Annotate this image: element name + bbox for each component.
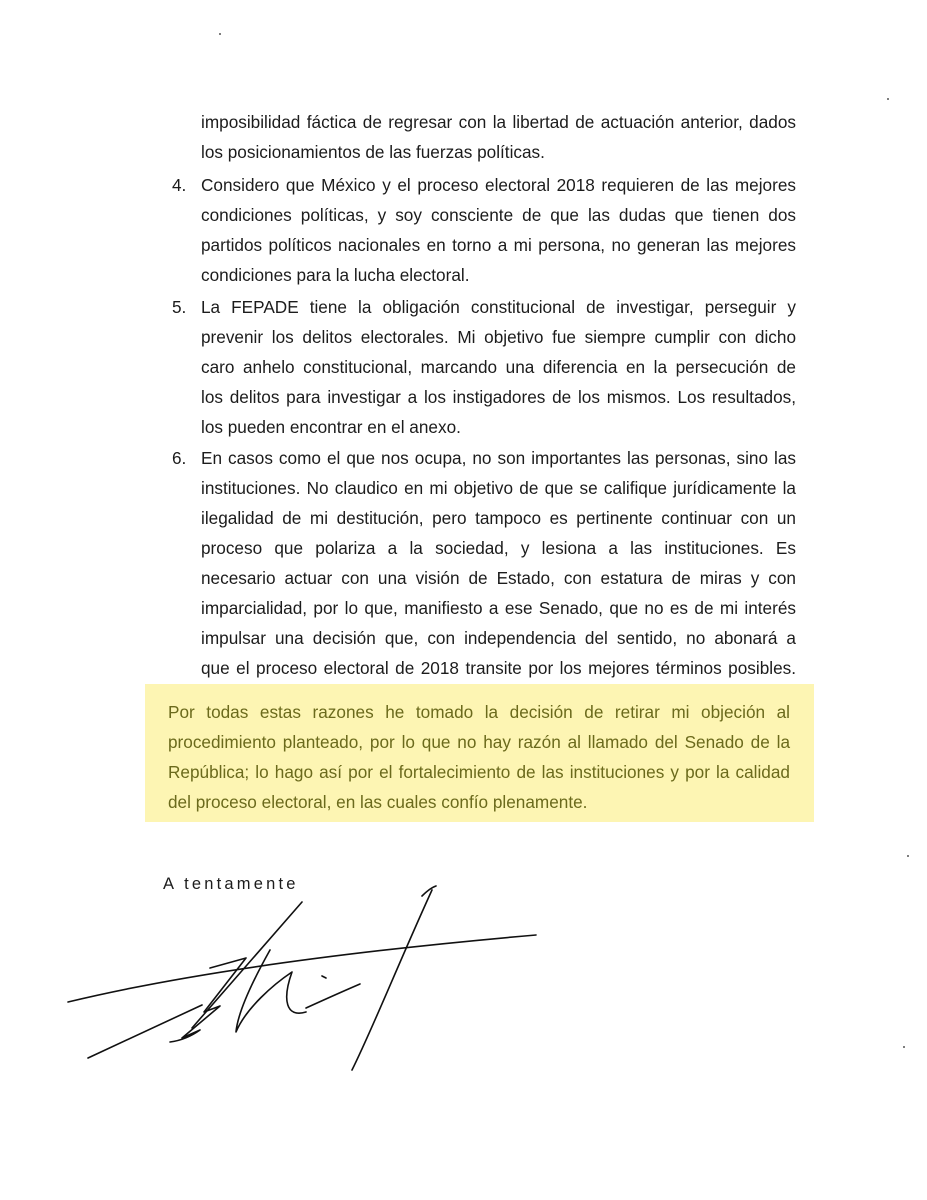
item-6-line-6: imparcialidad, por lo que, manifiesto a ese Senado, que no es de mi interés (201, 598, 796, 618)
item-5-line-2: prevenir los delitos electorales. Mi objetivo fue siempre cumplir con dicho (201, 327, 796, 347)
item-4-line-2: condiciones políticas, y soy consciente de que las dudas que tienen dos (201, 205, 796, 225)
item-5-line-1: La FEPADE tiene la obligación constitucional de investigar, perseguir y (201, 297, 796, 317)
scan-speck (903, 1046, 905, 1048)
highlight-line-1: Por todas estas razones he tomado la decisión de retirar mi objeción al (168, 702, 790, 722)
item-5-line-5: los pueden encontrar en el anexo. (201, 417, 461, 437)
closing-salutation: A tentamente (163, 875, 299, 893)
item-6-line-3: ilegalidad de mi destitución, pero tampoco es pertinente continuar con un (201, 508, 796, 528)
item-6-line-8: que el proceso electoral de 2018 transite por los mejores términos posibles. (201, 658, 796, 678)
item-4-line-1: Considero que México y el proceso electoral 2018 requieren de las mejores (201, 175, 796, 195)
item-4-line-3: partidos políticos nacionales en torno a mi persona, no generan las mejores (201, 235, 796, 255)
scan-speck (907, 855, 909, 857)
continuation-line-1: imposibilidad fáctica de regresar con la libertad de actuación anterior, dados (201, 112, 796, 132)
signature-image (60, 880, 560, 1080)
item-number-5: 5. (172, 297, 187, 317)
item-5-line-3: caro anhelo constitucional, marcando una diferencia en la persecución de (201, 357, 796, 377)
continuation-line-2: los posicionamientos de las fuerzas políticas. (201, 142, 545, 162)
item-number-6: 6. (172, 448, 187, 468)
highlight-line-3: República; lo hago así por el fortalecimiento de las instituciones y por la calidad (168, 762, 790, 782)
highlight-line-2: procedimiento planteado, por lo que no hay razón al llamado del Senado de la (168, 732, 790, 752)
item-number-4: 4. (172, 175, 187, 195)
item-4-line-4: condiciones para la lucha electoral. (201, 265, 470, 285)
item-6-line-5: necesario actuar con una visión de Estado, con estatura de miras y con (201, 568, 796, 588)
highlight-line-4: del proceso electoral, en las cuales confío plenamente. (168, 792, 588, 812)
scan-speck (219, 33, 221, 35)
item-6-line-7: impulsar una decisión que, con independencia del sentido, no abonará a (201, 628, 796, 648)
item-6-line-2: instituciones. No claudico en mi objetivo de que se califique jurídicamente la (201, 478, 796, 498)
item-6-line-4: proceso que polariza a la sociedad, y lesiona a las instituciones. Es (201, 538, 796, 558)
item-6-line-1: En casos como el que nos ocupa, no son importantes las personas, sino las (201, 448, 796, 468)
item-5-line-4: los delitos para investigar a los instigadores de los mismos. Los resultados, (201, 387, 796, 407)
scan-speck (887, 98, 889, 100)
